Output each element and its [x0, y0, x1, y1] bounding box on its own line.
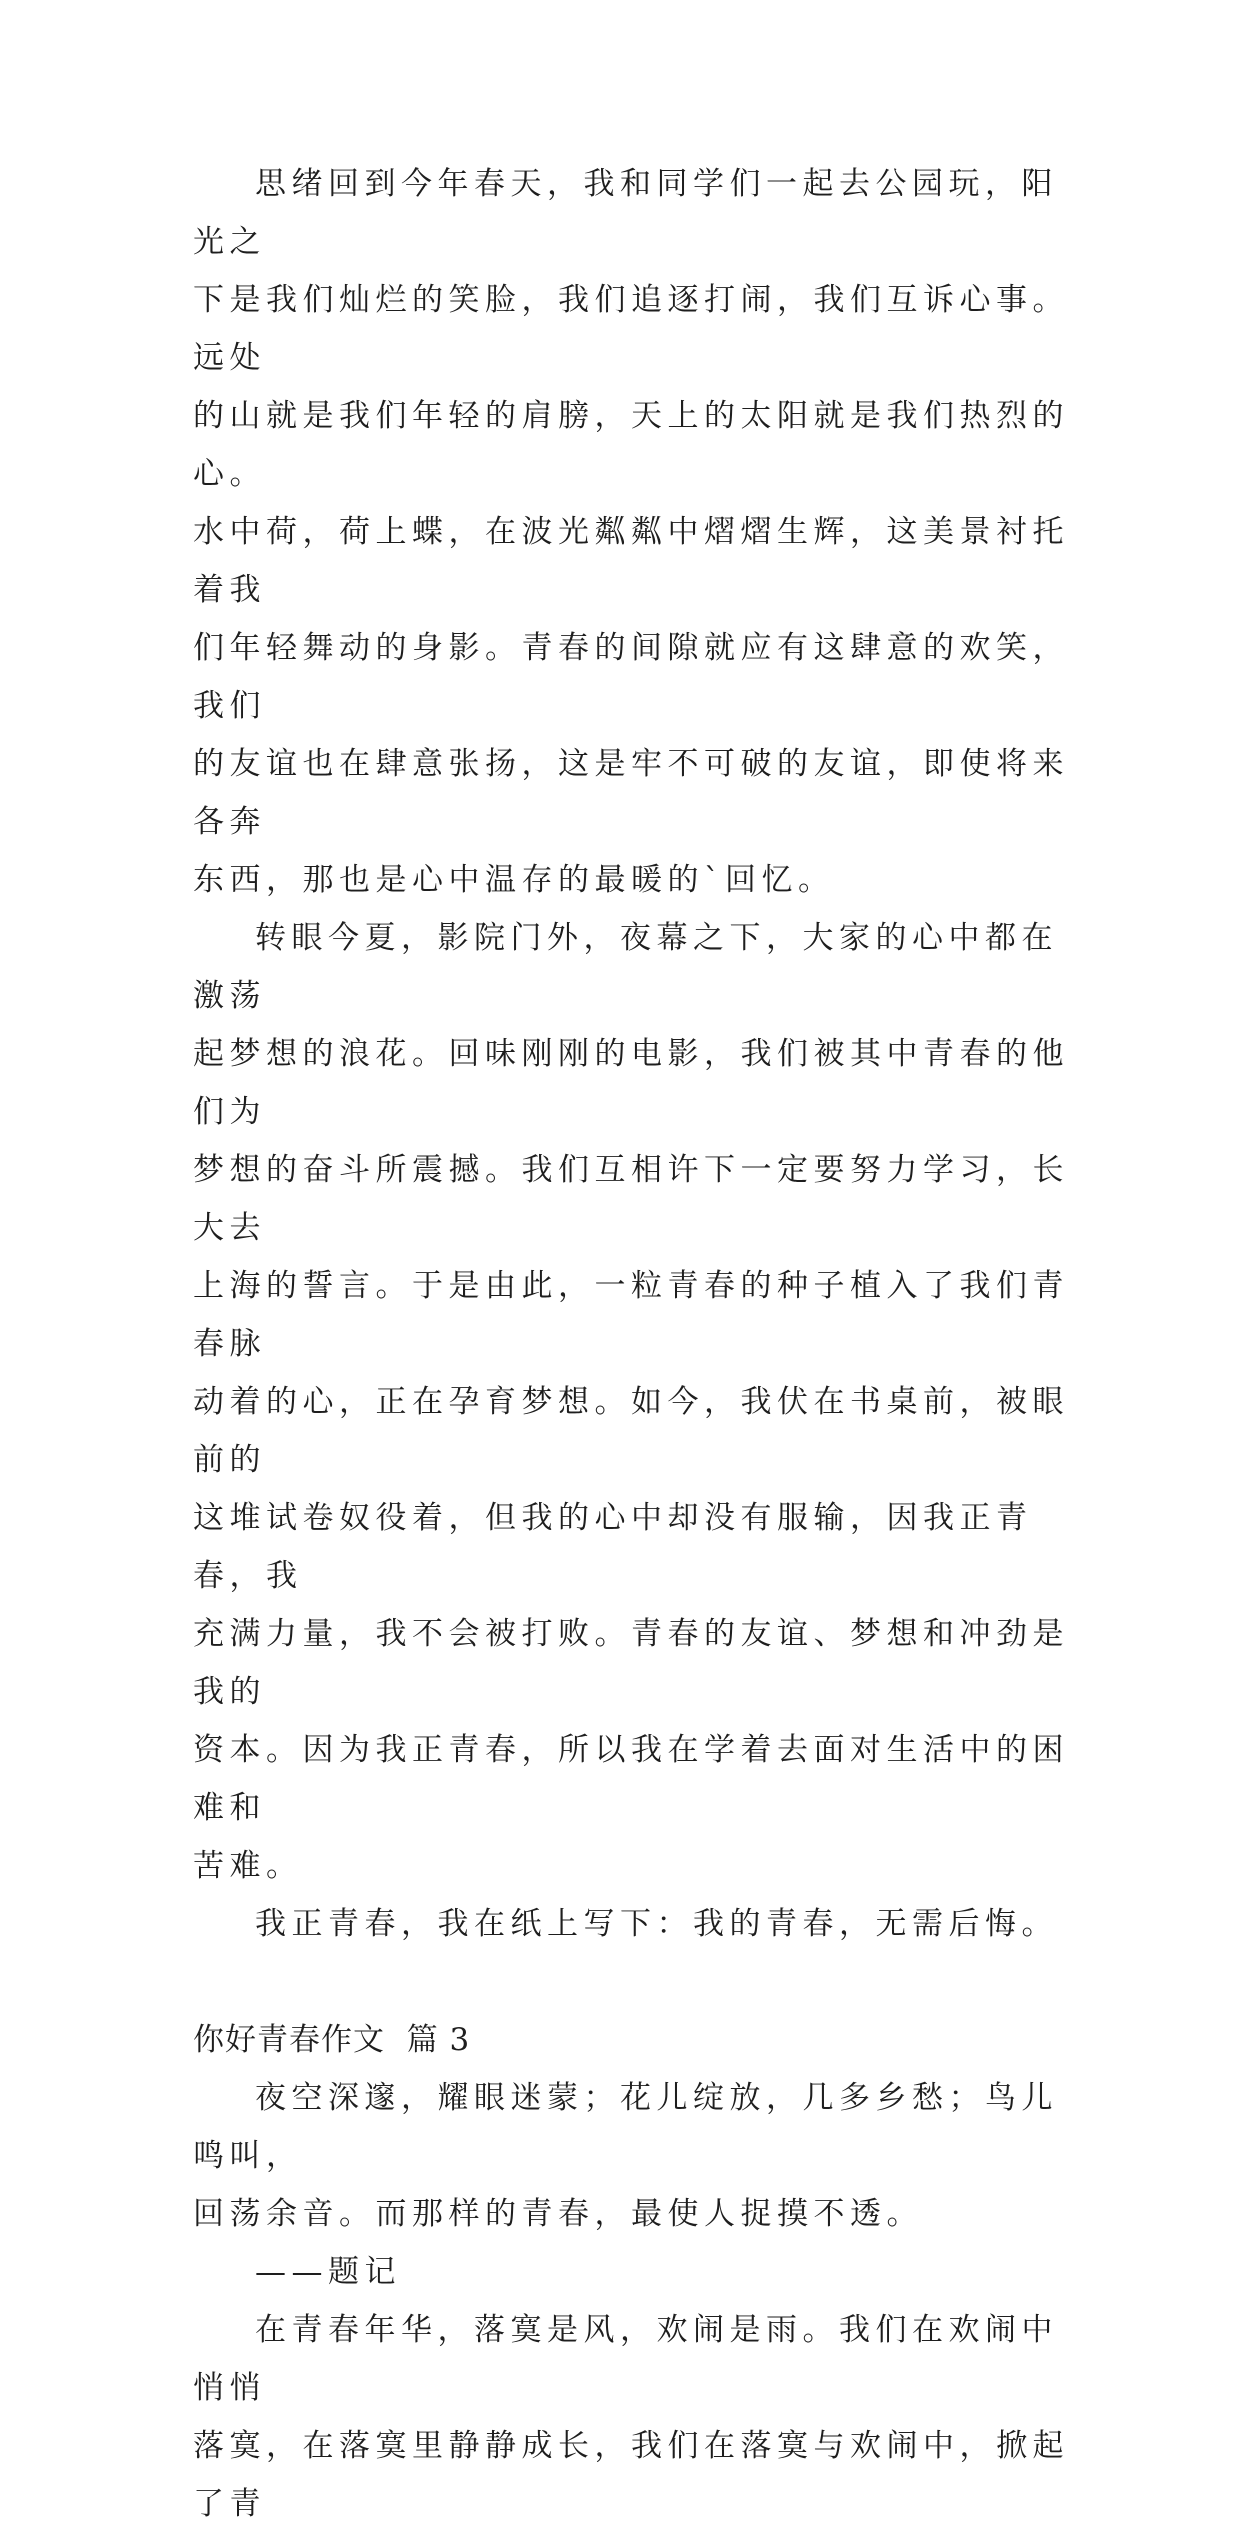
- section-heading: 你好青春作文 篇 3: [193, 2022, 471, 2058]
- paragraph-night-sky: 夜空深邃，耀眼迷蒙；花儿绽放，几多乡愁；鸟儿鸣叫， 回荡余音。而那样的青春，最使人捉摸不透。: [193, 2080, 1058, 2232]
- paragraph-no-regret: 我正青春，我在纸上写下：我的青春，无需后悔。: [255, 1906, 1058, 1942]
- paragraph-spring-memory: 思绪回到今年春天，我和同学们一起去公园玩，阳光之 下是我们灿烂的笑脸，我们追逐打闹，我们互诉心事。远处 的山就是我们年轻的肩膀，天上的太阳就是我们热烈的心。 水中荷，荷上蝶，在波光粼粼中熠熠生辉，这美景衬托着我 们年轻舞动的身影。青春的间隙就应有这肆意的欢笑，我们 的友谊也在肆意张扬，这是牢不可破的友谊，即使将来各奔 东西，那也是心中温存的最暖的`回忆。: [193, 166, 1069, 898]
- paragraph-youth-years: 在青春年华，落寞是风，欢闹是雨。我们在欢闹中悄悄 落寞，在落寞里静静成长，我们在落寞与欢闹中，掀起了青: [193, 2312, 1069, 2522]
- paragraph-epigraph: ——题记: [255, 2254, 401, 2290]
- paragraph-summer-dream: 转眼今夏，影院门外，夜幕之下，大家的心中都在激荡 起梦想的浪花。回味刚刚的电影，我们被其中青春的他们为 梦想的奋斗所震撼。我们互相许下一定要努力学习，长大去 上海的誓言。于是由此，一粒青春的种子植入了我们青春脉 动着的心，正在孕育梦想。如今，我伏在书桌前，被眼前的 这堆试卷奴役着，但我的心中却没有服输，因我正青春，我 充满力量，我不会被打败。青春的友谊、梦想和冲劲是我的 资本。因为我正青春，所以我在学着去面对生活中的困难和 苦难。: [193, 920, 1069, 1884]
- document-body: [193, 155, 1073, 2533]
